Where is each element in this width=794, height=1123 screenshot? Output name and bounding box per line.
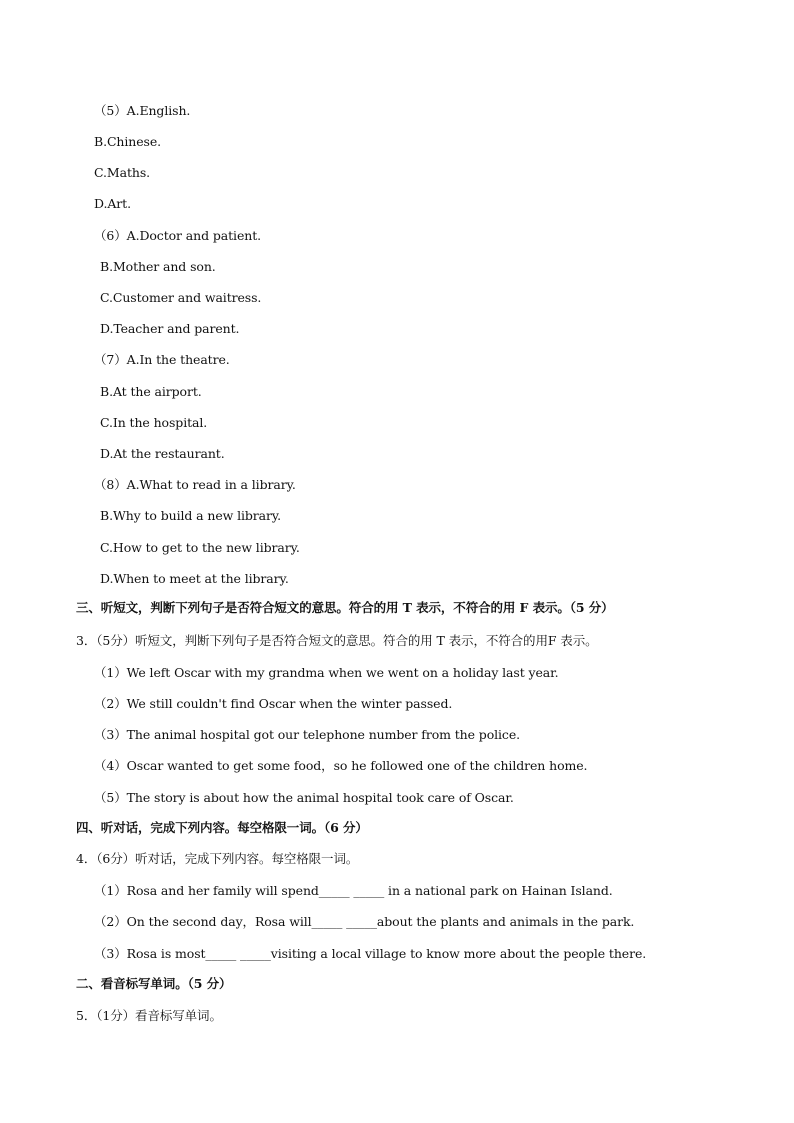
option-5a: （5）A.English. bbox=[94, 103, 191, 118]
option-5b: B.Chinese. bbox=[94, 134, 162, 149]
question-5-title: 5．（1分）看音标写单词。 bbox=[76, 1008, 222, 1023]
question-4-item-2: （2）On the second day，Rosa will_____ _____about the plants and animals in the park. bbox=[94, 914, 635, 929]
option-7d: D.At the restaurant. bbox=[100, 446, 225, 461]
option-8c: C.How to get to the new library. bbox=[100, 540, 300, 555]
section-2-heading: 二、看音标写单词。（5 分） bbox=[76, 976, 232, 991]
option-5d: D.Art. bbox=[94, 196, 131, 211]
option-8b: B.Why to build a new library. bbox=[100, 508, 282, 523]
section-4-heading: 四、听对话，完成下列内容。每空格限一词。（6 分） bbox=[76, 820, 368, 835]
question-3-item-2: （2）We still couldn't find Oscar when the winter passed. bbox=[94, 696, 453, 711]
question-3-item-5: （5）The story is about how the animal hospital took care of Oscar. bbox=[94, 790, 514, 805]
option-6a: （6）A.Doctor and patient. bbox=[94, 228, 261, 243]
option-5c: C.Maths. bbox=[94, 165, 151, 180]
option-8a: （8）A.What to read in a library. bbox=[94, 477, 296, 492]
option-7c: C.In the hospital. bbox=[100, 415, 208, 430]
option-6d: D.Teacher and parent. bbox=[100, 321, 240, 336]
question-3-item-3: （3）The animal hospital got our telephone number from the police. bbox=[94, 727, 520, 742]
option-6b: B.Mother and son. bbox=[100, 259, 216, 274]
option-7a: （7）A.In the theatre. bbox=[94, 352, 230, 367]
question-4-item-1: （1）Rosa and her family will spend_____ _____ in a national park on Hainan Island. bbox=[94, 883, 613, 898]
question-3-item-1: （1）We left Oscar with my grandma when we went on a holiday last year. bbox=[94, 665, 559, 680]
question-4-item-3: （3）Rosa is most_____ _____visiting a local village to know more about the people there. bbox=[94, 946, 647, 961]
question-4-title: 4．（6分）听对话，完成下列内容。每空格限一词。 bbox=[76, 851, 359, 866]
option-7b: B.At the airport. bbox=[100, 384, 202, 399]
option-8d: D.When to meet at the library. bbox=[100, 571, 289, 586]
section-3-heading: 三、听短文，判断下列句子是否符合短文的意思。符合的用 T 表示，不符合的用 F 表示。（5 分） bbox=[76, 600, 614, 615]
question-3-title: 3．（5分）听短文，判断下列句子是否符合短文的意思。符合的用 T 表示，不符合的用F 表示。 bbox=[76, 633, 598, 648]
option-6c: C.Customer and waitress. bbox=[100, 290, 262, 305]
question-3-item-4: （4）Oscar wanted to get some food，so he followed one of the children home. bbox=[94, 758, 588, 773]
